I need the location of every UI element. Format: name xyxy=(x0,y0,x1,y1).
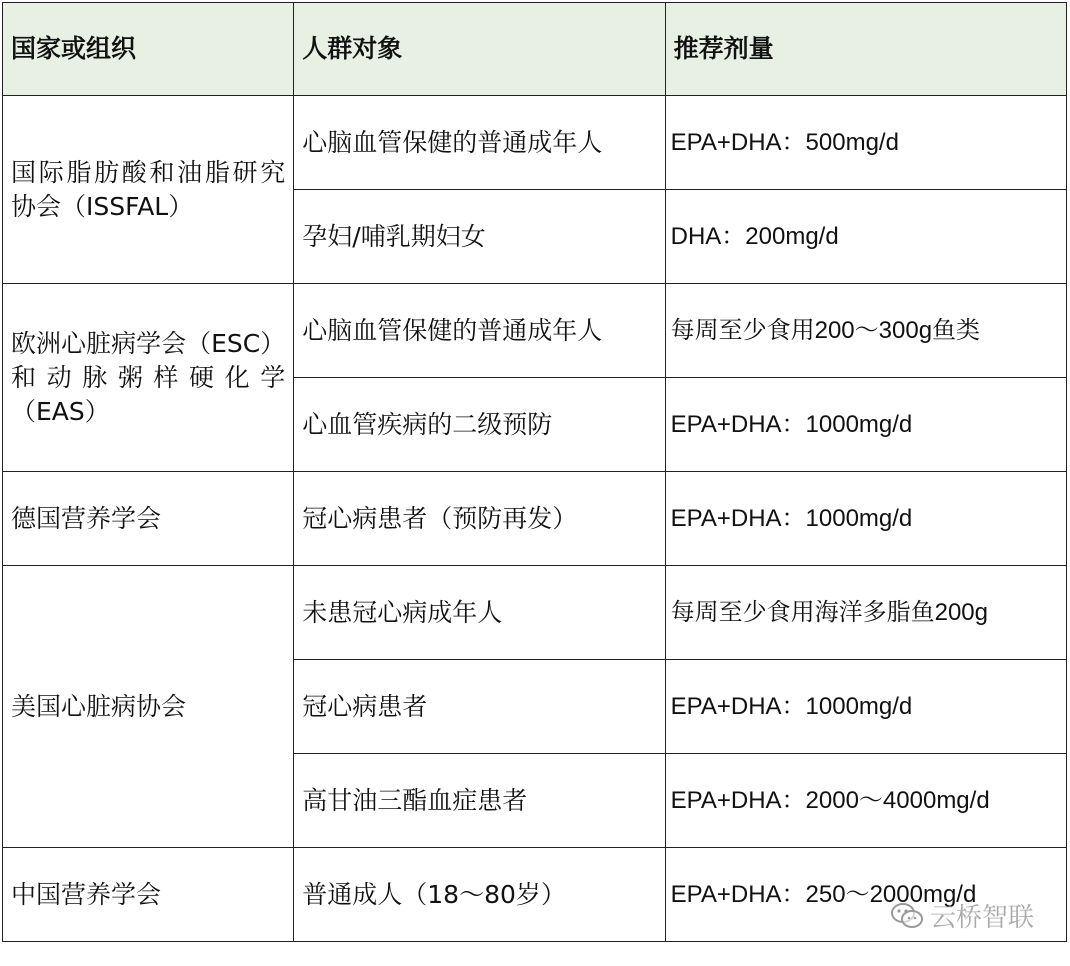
table-row xyxy=(3,472,1067,566)
org-cell-china: 中国营养学会 xyxy=(3,848,294,942)
table-row xyxy=(3,566,1067,660)
dose-cell: EPA+DHA：1000mg/d xyxy=(665,660,1066,754)
population-cell: 未患冠心病成年人 xyxy=(294,566,665,660)
population-cell: 普通成人（18～80岁） xyxy=(294,848,665,942)
header-org: 国家或组织 xyxy=(3,3,294,96)
org-cell-issfal: 国际脂肪酸和油脂研究协会（ISSFAL） xyxy=(3,96,294,284)
population-cell: 冠心病患者 xyxy=(294,660,665,754)
header-row xyxy=(3,3,1067,96)
watermark-text: 云桥智联 xyxy=(929,903,1034,933)
population-cell: 心脑血管保健的普通成年人 xyxy=(294,96,665,190)
dose-cell: DHA：200mg/d xyxy=(665,190,1066,284)
population-cell: 孕妇/哺乳期妇女 xyxy=(294,190,665,284)
table-row xyxy=(3,284,1067,378)
dose-cell: EPA+DHA：500mg/d xyxy=(665,96,1066,190)
table-body xyxy=(3,96,1067,942)
dose-cell: EPA+DHA：250～2000mg/d xyxy=(665,848,1066,942)
population-cell: 冠心病患者（预防再发） xyxy=(294,472,665,566)
table-header xyxy=(3,3,1067,96)
org-cell-aha: 美国心脏病协会 xyxy=(3,566,294,848)
dose-cell: EPA+DHA：1000mg/d xyxy=(665,378,1066,472)
dose-cell: EPA+DHA：1000mg/d xyxy=(665,472,1066,566)
table-row xyxy=(3,848,1067,942)
population-cell: 高甘油三酯血症患者 xyxy=(294,754,665,848)
population-cell: 心脑血管保健的普通成年人 xyxy=(294,284,665,378)
org-cell-germany: 德国营养学会 xyxy=(3,472,294,566)
dose-cell: 每周至少食用200～300g鱼类 xyxy=(665,284,1066,378)
org-cell-esc-eas: 欧洲心脏病学会（ESC）和动脉粥样硬化学（EAS） xyxy=(3,284,294,472)
recommendation-table xyxy=(2,2,1067,942)
dose-cell: 每周至少食用海洋多脂鱼200g xyxy=(665,566,1066,660)
header-dose: 推荐剂量 xyxy=(665,3,1066,96)
population-cell: 心血管疾病的二级预防 xyxy=(294,378,665,472)
table-row xyxy=(3,96,1067,190)
header-population: 人群对象 xyxy=(294,3,665,96)
dose-cell: EPA+DHA：2000～4000mg/d xyxy=(665,754,1066,848)
